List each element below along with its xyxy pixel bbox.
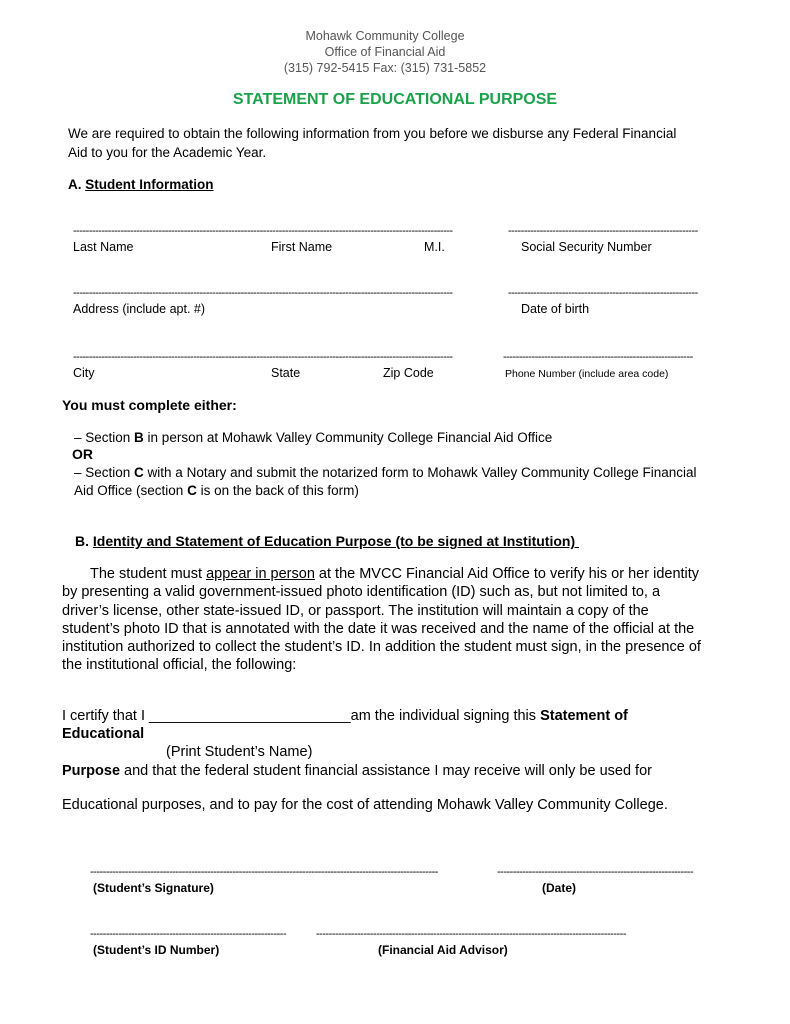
label-last-name: Last Name: [73, 240, 134, 254]
certify-bold-1: Statement of: [540, 708, 628, 724]
page-title: STATEMENT OF EDUCATIONAL PURPOSE: [232, 91, 558, 108]
option-section-c: [74, 465, 697, 480]
city-state-zip-line[interactable]: ------------------------------------------------------------------------------------------------------------------------: [73, 351, 453, 363]
label-address: Address (include apt. #): [73, 302, 206, 316]
print-name-label: (Print Student’s Name): [166, 744, 313, 760]
certify-middle: am the individual signing this: [350, 708, 541, 724]
label-city: City: [73, 366, 95, 380]
para-rest: at the MVCC Financial Aid Office to verify his or her identity by presenting a valid government-issued photo identification (ID) such as, but not limited to, a driver’s license, other state-issued ID, or passport. The institution will maintain a copy of the student’s photo ID that is annotated with the date it was received and the name of the official at the institution authorized to collect the student’s ID. In addition the student must sign, in the presence of the institutional official, the following:: [62, 566, 701, 674]
option-section-b: [74, 430, 552, 445]
student-id-line[interactable]: --------------------------------------------------------------: [90, 928, 287, 940]
option-b-prefix: – Section: [74, 430, 135, 445]
option-c2-letter: C: [187, 483, 197, 498]
ssn-line[interactable]: ------------------------------------------------------------: [508, 225, 698, 237]
section-b-heading: [75, 533, 579, 549]
complete-either-heading: You must complete either:: [62, 397, 237, 413]
option-b-text: in person at Mohawk Valley Community College Financial Aid Office: [143, 430, 553, 445]
label-student-id: (Student’s ID Number): [93, 943, 220, 957]
certify-bold-2: Educational: [62, 726, 145, 742]
intro-line-1: We are required to obtain the following information from you before we disburse any Federal Financial: [68, 126, 677, 141]
label-phone: Phone Number (include area code): [505, 368, 669, 380]
section-a-title: Student Information: [85, 177, 214, 192]
certify-line-4: Educational purposes, and to pay for the cost of attending Mohawk Valley Community College.: [62, 797, 668, 813]
para-start: The student must: [90, 566, 207, 582]
name-line[interactable]: ------------------------------------------------------------------------------------------------------------------------: [73, 225, 453, 237]
section-a-heading: [68, 177, 214, 192]
option-c-letter: C: [134, 465, 144, 480]
print-name-blank[interactable]: _________________________: [149, 708, 351, 724]
label-first-name: First Name: [271, 240, 333, 254]
or-label: OR: [72, 446, 93, 462]
section-b-letter: B.: [75, 533, 89, 549]
section-b-title: Identity and Statement of Education Purpose (to be signed at Institution): [92, 533, 580, 549]
label-advisor: (Financial Aid Advisor): [378, 943, 508, 957]
certify-bold-3: Purpose: [62, 763, 121, 779]
label-student-signature: (Student’s Signature): [93, 881, 214, 895]
section-b-paragraph: [62, 565, 702, 675]
intro-line-2: Aid to you for the Academic Year.: [68, 145, 267, 160]
dob-line[interactable]: ------------------------------------------------------------: [508, 287, 698, 299]
option-c2-prefix: Aid Office (section: [74, 483, 188, 498]
office-phone-fax: (315) 792-5415 Fax: (315) 731-5852: [283, 61, 487, 75]
option-c-text: with a Notary and submit the notarized form to Mohawk Valley Community College Financial: [143, 465, 697, 480]
date-line[interactable]: --------------------------------------------------------------: [497, 866, 694, 878]
label-state: State: [271, 366, 301, 380]
college-name: Mohawk Community College: [305, 29, 465, 43]
office-name: Office of Financial Aid: [324, 45, 446, 59]
label-mi: M.I.: [424, 240, 445, 254]
certify-start: I certify that I: [62, 708, 150, 724]
advisor-line[interactable]: --------------------------------------------------------------------------------------------------: [316, 928, 626, 940]
certify-line-3: [62, 763, 652, 779]
address-line[interactable]: ------------------------------------------------------------------------------------------------------------------------: [73, 287, 453, 299]
option-b-letter: B: [134, 430, 144, 445]
certify-rest-1: and that the federal student financial assistance I may receive will only be used for: [120, 763, 652, 779]
label-zip: Zip Code: [383, 366, 434, 380]
option-c2-suffix: is on the back of this form): [196, 483, 359, 498]
option-section-c-line-2: [74, 483, 359, 498]
student-signature-line[interactable]: --------------------------------------------------------------------------------------------------------------: [90, 866, 438, 878]
option-c-prefix: – Section: [74, 465, 135, 480]
label-dob: Date of birth: [521, 302, 590, 316]
label-date: (Date): [542, 881, 577, 895]
para-underlined: appear in person: [206, 566, 315, 582]
phone-line[interactable]: ------------------------------------------------------------: [503, 351, 693, 363]
section-a-letter: A.: [68, 177, 82, 192]
certify-line-1: [62, 708, 628, 724]
label-ssn: Social Security Number: [521, 240, 652, 254]
